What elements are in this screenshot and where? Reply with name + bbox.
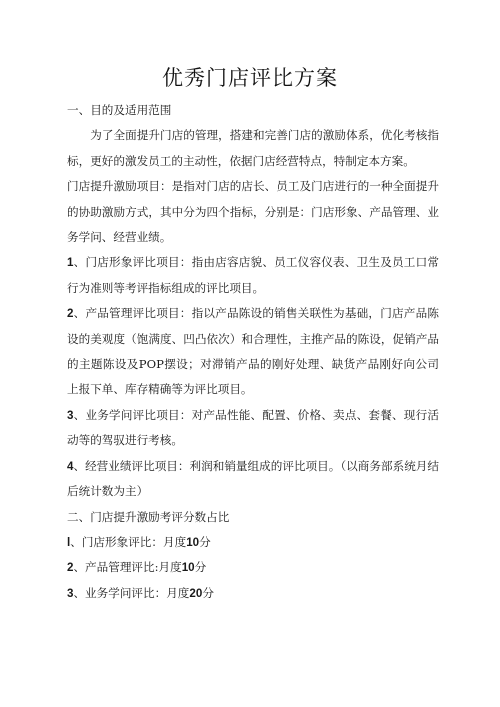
intro-paragraph: 为了全面提升门店的管理，搭建和完善门店的激励体系，优化考核指标，更好的激发员工的主动性，依据门店经营特点，特制定本方案。 (67, 128, 439, 168)
score-line-2 (67, 555, 439, 580)
item-4-paragraph (67, 454, 439, 505)
score-unit: 分 (199, 534, 211, 549)
item-number: 1 (67, 256, 74, 270)
document-body (67, 98, 439, 606)
section-2-heading: 二、门店提升激励考评分数占比 (67, 509, 230, 524)
item-text: 、业务学问评比项目：对产品性能、配置、价格、卖点、套餐、现行活动等的驾驭进行考核。 (67, 407, 439, 448)
document-title: 优秀门店评比方案 (162, 66, 338, 90)
score-text: 、产品管理评比:月度 (73, 560, 182, 575)
score-unit: 分 (202, 585, 214, 600)
item-text: 、门店形象评比项目：指由店容店貌、员工仪容仪表、卫生及员工口常行为准则等考评指标组成的评比项目。 (67, 255, 439, 295)
incentive-paragraph: 门店提升激励项目：是指对门店的店长、员工及门店进行的一种全面提升的协助激励方式，其中分为四个指标，分别是：门店形象、产品管理、业务学问、经营业绩。 (67, 179, 439, 245)
item-text: 、产品管理评比项目：指以产品陈设的销售关联性为基础，门店产品陈设的美观度（饱满度、凹凸依次）和合理性，主推产品的陈设，促销产品的主题陈设及POP摆设；对滞销产品的刚好处理、缺货产品刚好向公司上报下单、库存精确等为评比项目。 (67, 306, 439, 397)
score-line-3 (67, 581, 439, 606)
item-text: 、经营业绩评比项目：利润和销量组成的评比项目。（以商务部系统月结后统计数为主） (67, 458, 439, 499)
item-2-paragraph (67, 301, 439, 403)
score-text: 、业务学问评比：月度 (73, 585, 190, 600)
score-unit: 分 (194, 560, 207, 575)
score-text: 、门店形象评比：月度 (70, 534, 187, 549)
score-value: 10 (181, 561, 195, 575)
score-line-1 (67, 530, 439, 555)
score-number: 2 (67, 561, 74, 575)
item-number: 3 (67, 408, 74, 422)
score-value: 10 (186, 535, 200, 549)
score-value: 20 (189, 586, 203, 600)
item-number: 4 (67, 459, 74, 473)
item-1-paragraph (67, 250, 439, 301)
item-number: 2 (67, 307, 74, 321)
score-number: l (67, 535, 71, 549)
section-1-heading: 一、目的及适用范围 (67, 103, 172, 117)
score-number: 3 (67, 586, 74, 600)
item-3-paragraph (67, 403, 439, 454)
